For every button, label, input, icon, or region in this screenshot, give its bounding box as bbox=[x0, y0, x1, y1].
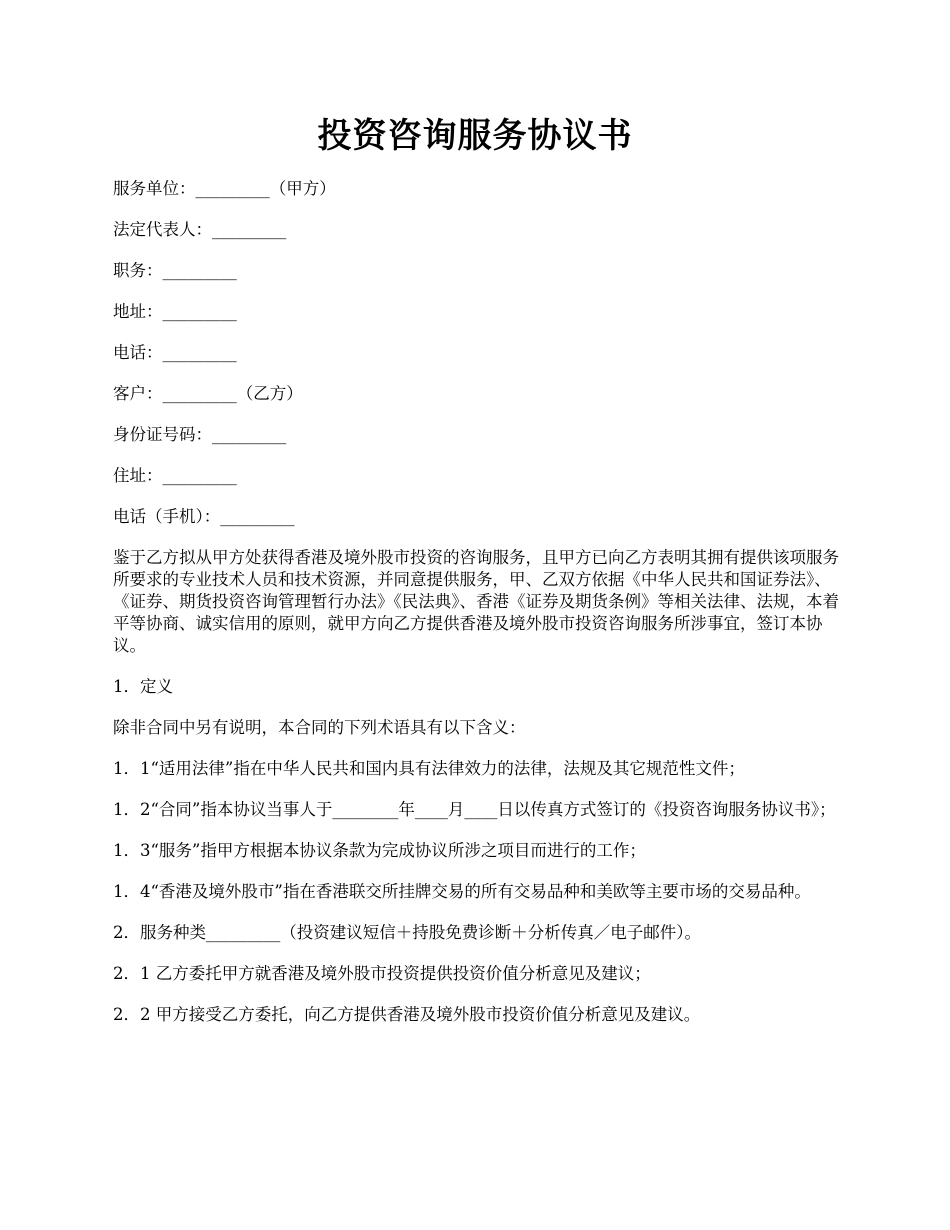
document-body bbox=[113, 178, 841, 1045]
clause-1-1: 1．1“适用法律”指在中华人民共和国内具有法律效力的法律，法规及其它规范性文件； bbox=[113, 759, 745, 778]
clause-2-1: 2．1 乙方委托甲方就香港及境外股市投资提供投资价值分析意见及建议； bbox=[113, 964, 651, 983]
clause-1-3: 1．3“服务”指甲方根据本协议条款为完成协议所涉之项目而进行的工作； bbox=[113, 841, 646, 860]
party-field-client: 客户：_________（乙方） bbox=[113, 384, 303, 403]
clause-1-4: 1．4“香港及境外股市”指在香港联交所挂牌交易的所有交易品种和美欧等主要市场的交易品种。 bbox=[113, 882, 811, 901]
document-title: 投资咨询服务协议书 bbox=[317, 116, 633, 156]
party-field-residence: 住址：_________ bbox=[113, 466, 237, 485]
clause-definitions-intro: 除非合同中另有说明，本合同的下列术语具有以下含义： bbox=[113, 718, 526, 737]
party-field-id-number: 身份证号码：_________ bbox=[113, 425, 287, 444]
clause-2-service-type: 2．服务种类_________（投资建议短信＋持股免费诊断＋分析传真／电子邮件）。 bbox=[113, 923, 701, 942]
party-field-position: 职务：_________ bbox=[113, 261, 237, 280]
party-field-service-unit: 服务单位：_________（甲方） bbox=[113, 179, 336, 198]
preamble-paragraph: 鉴于乙方拟从甲方处获得香港及境外股市投资的咨询服务，且甲方已向乙方表明其拥有提供该项服务所要求的专业技术人员和技术资源，并同意提供服务，甲、乙双方依据《中华人民共和国证券法》、《证券、期货投资咨询管理暂行办法》《民法典》、香港《证券及期货条例》等相关法律、法规，本着平等协商、诚实信用的原则，就甲方向乙方提供香港及境外股市投资咨询服务所涉事宜，签订本协议。 bbox=[113, 548, 839, 655]
party-field-phone: 电话：_________ bbox=[113, 343, 237, 362]
party-field-address: 地址：_________ bbox=[113, 302, 237, 321]
clause-heading-definitions: 1．定义 bbox=[113, 677, 173, 696]
clause-2-2: 2．2 甲方接受乙方委托，向乙方提供香港及境外股市投资价值分析意见及建议。 bbox=[113, 1005, 701, 1024]
party-field-mobile: 电话（手机）：_________ bbox=[113, 507, 295, 526]
clause-1-2: 1．2“合同”指本协议当事人于________年____月____日以传真方式签订的《投资咨询服务协议书》； bbox=[113, 800, 836, 819]
party-field-legal-representative: 法定代表人：_________ bbox=[113, 220, 287, 239]
